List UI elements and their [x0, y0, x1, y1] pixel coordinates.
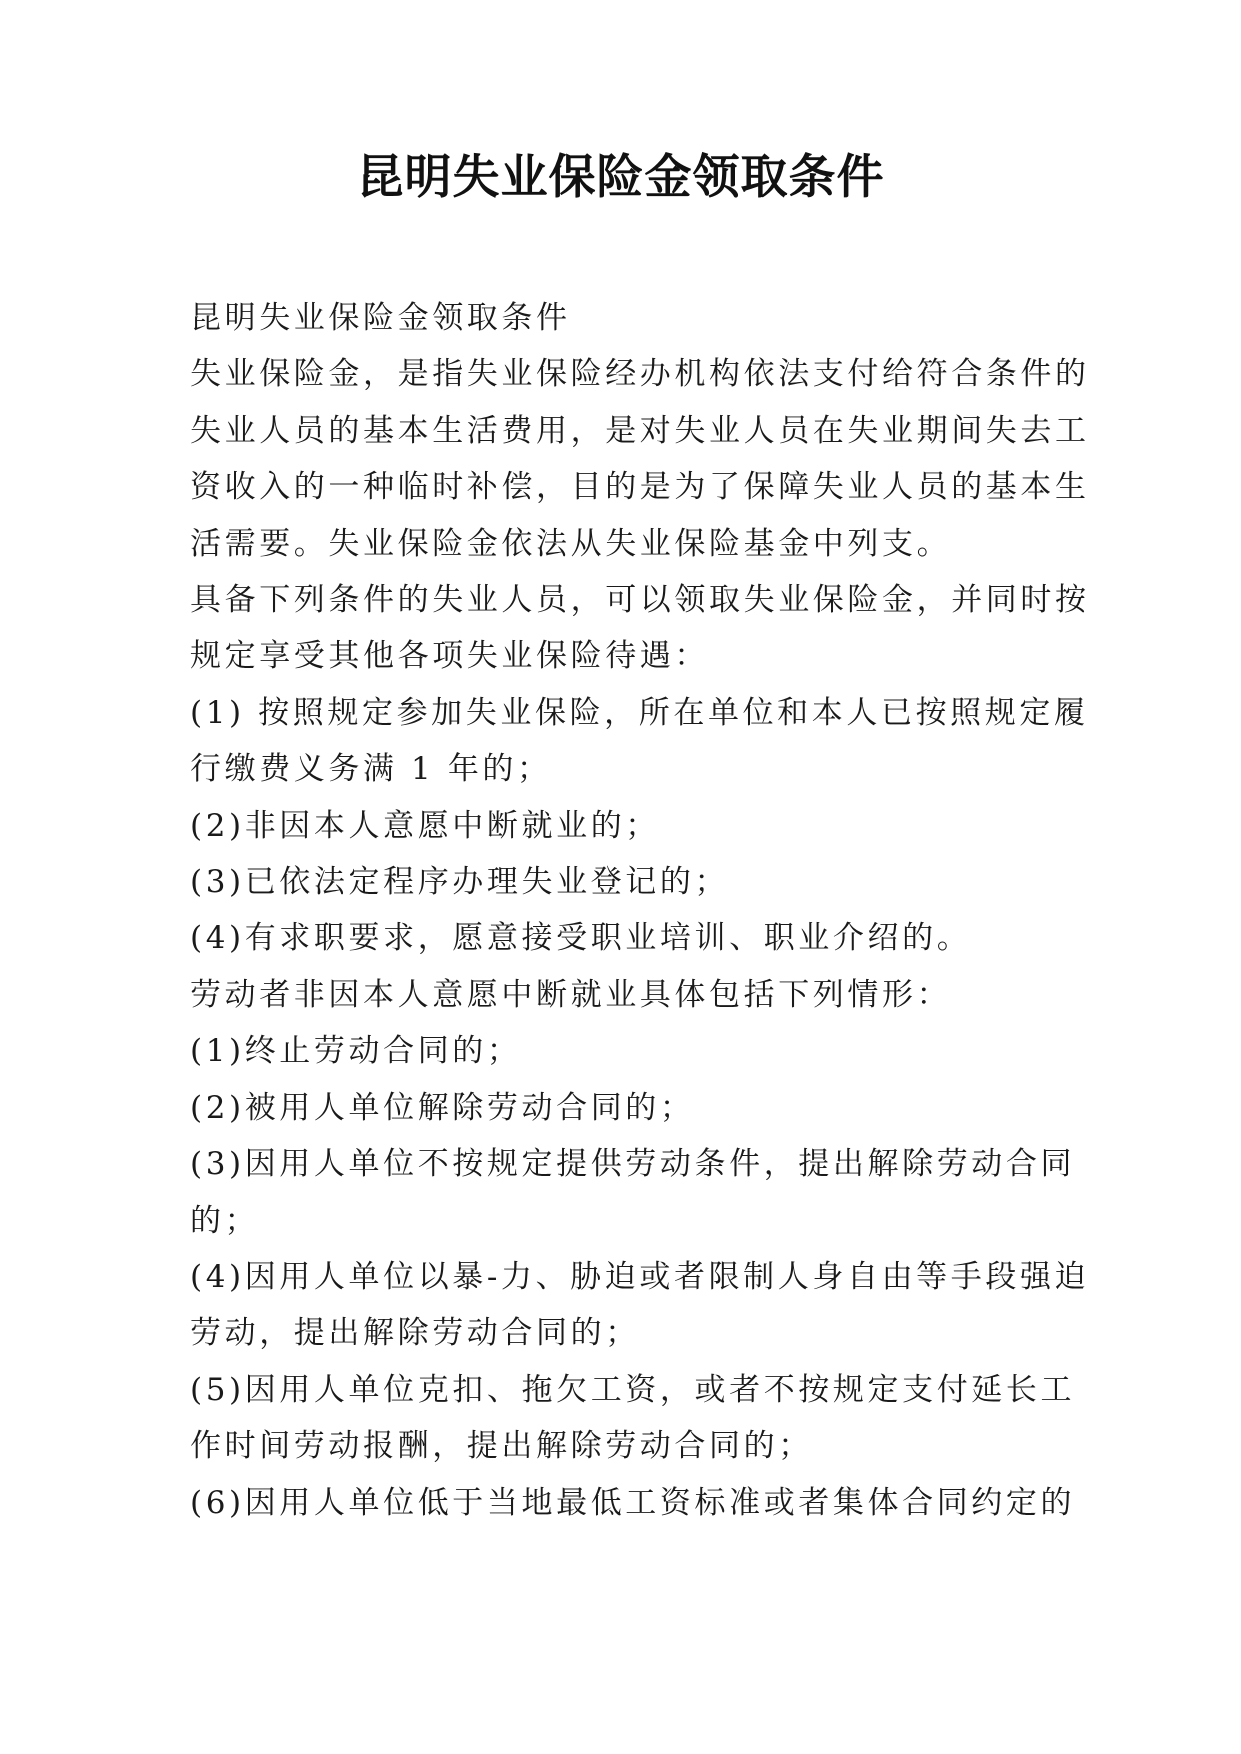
- body-line: 劳动，提出解除劳动合同的；: [190, 1315, 640, 1352]
- body-line: (5)因用人单位克扣、拖欠工资，或者不按规定支付延长工: [190, 1371, 1076, 1408]
- body-line: 行缴费义务满 1 年的；: [190, 751, 552, 788]
- body-line: 失业人员的基本生活费用，是对失业人员在失业期间失去工: [190, 412, 1090, 449]
- body-line: 资收入的一种临时补偿，目的是为了保障失业人员的基本生: [190, 469, 1090, 506]
- body-line: 的；: [190, 1202, 260, 1239]
- body-line: (4)因用人单位以暴-力、胁迫或者限制人身自由等手段强迫: [190, 1258, 1090, 1295]
- document-title: 昆明失业保险金领取条件: [356, 150, 885, 205]
- document-body: [190, 290, 1090, 1531]
- body-line: 劳动者非因本人意愿中断就业具体包括下列情形：: [190, 976, 952, 1013]
- body-line: 失业保险金，是指失业保险经办机构依法支付给符合条件的: [190, 356, 1090, 393]
- body-line: (1)终止劳动合同的；: [190, 1033, 522, 1070]
- body-line: 活需要。失业保险金依法从失业保险基金中列支。: [190, 525, 952, 562]
- body-line: (3)因用人单位不按规定提供劳动条件，提出解除劳动合同: [190, 1146, 1076, 1183]
- body-line: (1) 按照规定参加失业保险，所在单位和本人已按照规定履: [190, 694, 1089, 731]
- body-line: 昆明失业保险金领取条件: [190, 300, 571, 336]
- body-line: (2)非因本人意愿中断就业的；: [190, 807, 660, 844]
- body-line: 作时间劳动报酬，提出解除劳动合同的；: [190, 1428, 813, 1465]
- body-line: 规定享受其他各项失业保险待遇：: [190, 638, 709, 675]
- body-line: (4)有求职要求，愿意接受职业培训、职业介绍的。: [190, 920, 972, 957]
- body-line: 具备下列条件的失业人员，可以领取失业保险金，并同时按: [190, 582, 1090, 619]
- body-line: (2)被用人单位解除劳动合同的；: [190, 1089, 695, 1126]
- body-line: (6)因用人单位低于当地最低工资标准或者集体合同约定的: [190, 1484, 1076, 1521]
- body-line: (3)已依法定程序办理失业登记的；: [190, 864, 730, 901]
